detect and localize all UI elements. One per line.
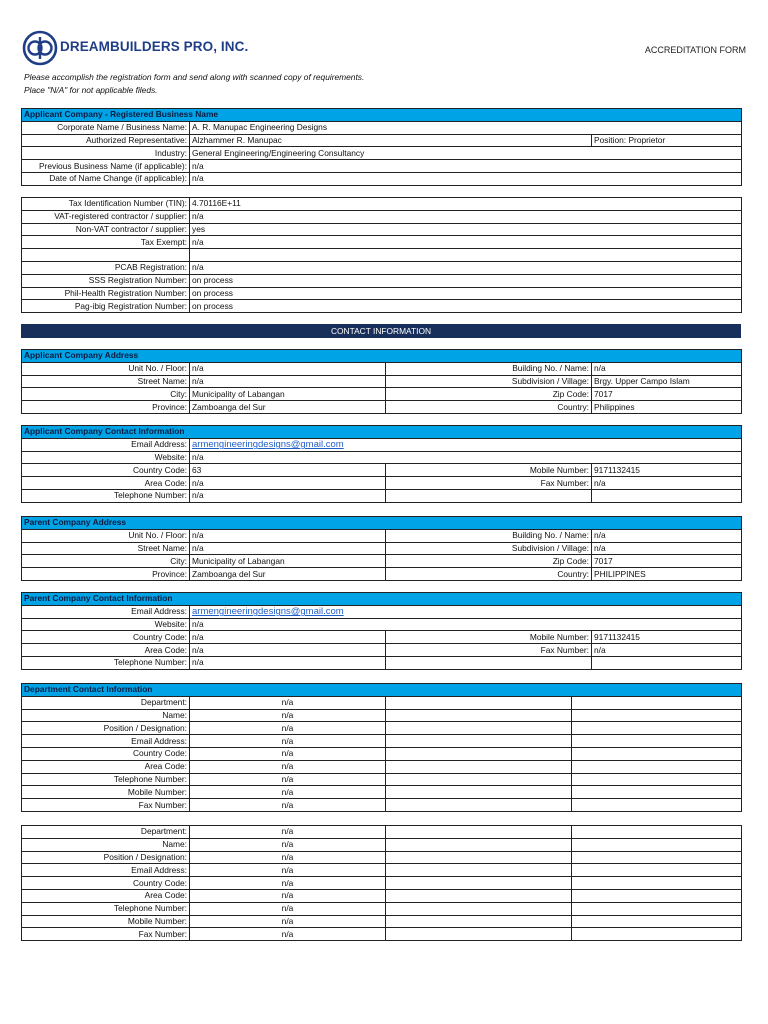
blank-cell[interactable] [386,864,572,877]
field-label: Website: [22,618,190,631]
field-value[interactable]: n/a [190,826,386,839]
field-value[interactable]: n/a [190,362,386,375]
table-row [22,489,742,502]
blank-cell [386,656,592,669]
field-value[interactable]: n/a [190,160,742,173]
blank-cell[interactable] [572,877,742,890]
field-label: Fax Number: [22,928,190,941]
blank-cell[interactable] [572,851,742,864]
blank-cell[interactable] [572,799,742,812]
field-label: Name: [22,838,190,851]
table-row [22,889,742,902]
table-row [22,826,742,839]
table-row [22,864,742,877]
field-label: Area Code: [22,644,190,657]
section-title: Applicant Company Address [22,350,742,363]
blank-cell[interactable] [386,696,572,709]
table-row [22,773,742,786]
field-label: Email Address: [22,605,190,618]
field-label: Area Code: [22,477,190,490]
field-value[interactable]: n/a [190,477,386,490]
table-row [22,388,742,401]
field-value[interactable]: n/a [190,451,742,464]
blank-cell[interactable] [386,902,572,915]
field-label: Street Name: [22,375,190,388]
applicant-contact-table [21,425,742,503]
field-label: Building No. / Name: [386,529,592,542]
table-row [22,261,742,274]
blank-cell[interactable] [572,889,742,902]
field-label: Area Code: [22,889,190,902]
dreambuilders-logo-icon [22,30,58,66]
blank-cell[interactable] [572,928,742,941]
field-label: Tax Exempt: [22,236,190,249]
table-row [22,134,742,147]
table-row [22,477,742,490]
table-row [22,236,742,249]
field-value[interactable]: Philippines [592,401,742,414]
field-value[interactable]: n/a [190,261,742,274]
section-title: Applicant Company - Registered Business Name [22,109,742,122]
field-label: Tax Identification Number (TIN): [22,198,190,211]
table-row [22,401,742,414]
table-row [22,877,742,890]
field-label: Previous Business Name (if applicable): [22,160,190,173]
section-title: Department Contact Information [22,684,742,697]
table-row [22,902,742,915]
table-row [22,799,742,812]
field-value[interactable]: Zamboanga del Sur [190,568,386,581]
section-title: Applicant Company Contact Information [22,426,742,439]
blank-cell[interactable] [386,773,572,786]
blank-cell[interactable] [386,928,572,941]
table-row [22,915,742,928]
parent-contact-table [21,592,742,670]
instructions [24,71,364,96]
registered-business-table [21,108,742,186]
field-value[interactable]: n/a [190,786,386,799]
field-label: Province: [22,401,190,414]
field-label: Mobile Number: [22,786,190,799]
table-row [22,362,742,375]
field-label: Industry: [22,147,190,160]
field-label: Subdivision / Village: [386,375,592,388]
table-row [22,375,742,388]
table-row [22,644,742,657]
field-value[interactable]: Brgy. Upper Campo Islam [592,375,742,388]
field-label: Mobile Number: [386,464,592,477]
department-contact-table-2 [21,825,742,941]
field-label: Non-VAT contractor / supplier: [22,223,190,236]
field-label: Country Code: [22,464,190,477]
position-value[interactable]: Position: Proprietor [592,134,742,147]
blank-cell[interactable] [386,760,572,773]
field-label: Country Code: [22,877,190,890]
field-label: Building No. / Name: [386,362,592,375]
blank-cell[interactable] [572,735,742,748]
blank-cell[interactable] [386,799,572,812]
table-row [22,160,742,173]
field-label: Unit No. / Floor: [22,529,190,542]
table-row [22,464,742,477]
field-value[interactable]: Municipality of Labangan [190,555,386,568]
field-value[interactable]: Zamboanga del Sur [190,401,386,414]
table-row [22,223,742,236]
table-row [22,735,742,748]
field-label: Department: [22,826,190,839]
field-value[interactable]: n/a [190,696,386,709]
field-value[interactable]: 63 [190,464,386,477]
field-value[interactable]: n/a [190,709,386,722]
blank-cell[interactable] [572,902,742,915]
field-label: Telephone Number: [22,773,190,786]
field-label: Zip Code: [386,555,592,568]
field-label: Email Address: [22,438,190,451]
table-row [22,451,742,464]
field-value[interactable]: n/a [190,489,386,502]
field-label: Phil-Health Registration Number: [22,287,190,300]
blank-row [22,249,742,262]
field-label: Country Code: [22,631,190,644]
field-label: City: [22,555,190,568]
instruction-line-2: Place "N/A" for not applicable fileds. [24,84,158,95]
field-label: Name: [22,709,190,722]
blank-cell[interactable] [386,786,572,799]
blank-cell [22,249,190,262]
field-label: Telephone Number: [22,656,190,669]
field-value[interactable]: n/a [190,542,386,555]
field-label: Country: [386,568,592,581]
table-row [22,287,742,300]
blank-cell [592,656,742,669]
table-row [22,838,742,851]
field-value[interactable]: n/a [190,851,386,864]
table-row [22,568,742,581]
field-value[interactable]: A. R. Manupac Engineering Designs [190,121,742,134]
email-link[interactable]: armengineeringdesigns@gmail.com [192,439,344,451]
table-row [22,121,742,134]
field-label: VAT-registered contractor / supplier: [22,210,190,223]
blank-cell[interactable] [386,735,572,748]
blank-cell[interactable] [386,889,572,902]
field-value[interactable]: n/a [190,656,386,669]
field-value[interactable]: n/a [190,722,386,735]
field-label: Email Address: [22,864,190,877]
field-value[interactable]: Municipality of Labangan [190,388,386,401]
table-row [22,198,742,211]
field-value[interactable]: n/a [190,747,386,760]
field-label: SSS Registration Number: [22,274,190,287]
field-label: Fax Number: [386,477,592,490]
table-row [22,605,742,618]
blank-cell [592,489,742,502]
field-value[interactable]: n/a [592,529,742,542]
field-label: Telephone Number: [22,489,190,502]
blank-cell[interactable] [386,877,572,890]
field-label: Province: [22,568,190,581]
field-value[interactable]: 7017 [592,388,742,401]
field-label: Fax Number: [22,799,190,812]
field-label: Fax Number: [386,644,592,657]
field-value[interactable]: General Engineering/Engineering Consultancy [190,147,742,160]
field-value[interactable]: n/a [190,928,386,941]
blank-cell[interactable] [386,826,572,839]
field-value[interactable]: 9171132415 [592,631,742,644]
form-title: ACCREDITATION FORM [644,45,746,55]
field-value[interactable]: n/a [190,760,386,773]
field-label: Street Name: [22,542,190,555]
section-title: Parent Company Address [22,517,742,530]
applicant-address-table [21,349,742,414]
table-row [22,542,742,555]
blank-cell[interactable] [386,915,572,928]
field-label: Date of Name Change (if applicable): [22,172,190,185]
field-label: Country: [386,401,592,414]
field-label: Country Code: [22,747,190,760]
table-row [22,300,742,313]
field-value[interactable]: 9171132415 [592,464,742,477]
blank-cell[interactable] [572,722,742,735]
table-row [22,696,742,709]
email-value [190,605,742,618]
field-label: Unit No. / Floor: [22,362,190,375]
field-value[interactable]: n/a [190,902,386,915]
table-row [22,631,742,644]
field-value[interactable]: on process [190,274,742,287]
field-value[interactable]: n/a [190,236,742,249]
table-row [22,786,742,799]
field-value[interactable]: n/a [190,864,386,877]
field-value[interactable]: n/a [190,838,386,851]
field-value[interactable]: n/a [592,362,742,375]
field-label: Mobile Number: [22,915,190,928]
field-label: City: [22,388,190,401]
field-value[interactable]: n/a [592,644,742,657]
field-value[interactable]: 7017 [592,555,742,568]
table-row [22,618,742,631]
table-row [22,555,742,568]
field-value[interactable]: n/a [592,477,742,490]
table-row [22,656,742,669]
table-row [22,851,742,864]
blank-cell[interactable] [572,696,742,709]
field-label: Mobile Number: [386,631,592,644]
field-label: Website: [22,451,190,464]
email-value [190,438,742,451]
field-value[interactable]: n/a [190,877,386,890]
blank-cell[interactable] [572,915,742,928]
field-value[interactable]: n/a [190,618,742,631]
field-value[interactable]: n/a [190,915,386,928]
table-row [22,172,742,185]
table-row [22,747,742,760]
field-value[interactable]: on process [190,300,742,313]
field-label: Zip Code: [386,388,592,401]
department-contact-table-1 [21,683,742,812]
table-row [22,147,742,160]
blank-cell[interactable] [572,747,742,760]
field-value[interactable]: n/a [190,375,386,388]
field-value[interactable]: n/a [190,529,386,542]
field-value[interactable]: 4.70116E+11 [190,198,742,211]
table-row [22,722,742,735]
field-value[interactable]: n/a [190,735,386,748]
blank-cell[interactable] [572,709,742,722]
blank-cell[interactable] [386,747,572,760]
table-row [22,210,742,223]
table-row [22,928,742,941]
field-value[interactable]: n/a [190,631,386,644]
field-value[interactable]: n/a [190,210,742,223]
field-label: Area Code: [22,760,190,773]
blank-cell[interactable] [386,709,572,722]
field-value[interactable]: n/a [190,889,386,902]
blank-cell [190,249,742,262]
field-value[interactable]: n/a [190,773,386,786]
field-label: Email Address: [22,735,190,748]
blank-cell[interactable] [572,838,742,851]
table-row [22,760,742,773]
field-value[interactable]: n/a [592,542,742,555]
contact-information-banner: CONTACT INFORMATION [21,324,741,338]
company-name: DREAMBUILDERS PRO, INC. [60,39,249,54]
field-label: Authorized Representative: [22,134,190,147]
blank-cell[interactable] [572,760,742,773]
table-row [22,709,742,722]
blank-cell[interactable] [572,826,742,839]
field-value[interactable]: n/a [190,644,386,657]
blank-cell[interactable] [386,722,572,735]
field-value[interactable]: n/a [190,172,742,185]
instruction-line-1: Please accomplish the registration form and send along with scanned copy of requirements. [24,72,365,82]
blank-cell[interactable] [572,786,742,799]
tax-registration-table [21,197,742,313]
field-value[interactable]: PHILIPPINES [592,568,742,581]
blank-cell[interactable] [386,851,572,864]
table-row [22,438,742,451]
section-title: Parent Company Contact Information [22,593,742,606]
field-value[interactable]: yes [190,223,742,236]
email-link[interactable]: armengineeringdesigns@gmail.com [192,606,344,618]
blank-cell[interactable] [572,773,742,786]
blank-cell[interactable] [572,864,742,877]
field-label: Telephone Number: [22,902,190,915]
field-label: Position / Designation: [22,851,190,864]
field-value[interactable]: on process [190,287,742,300]
field-value[interactable]: Alzhammer R. Manupac [190,134,592,147]
field-label: Department: [22,696,190,709]
blank-cell[interactable] [386,838,572,851]
field-label: Position / Designation: [22,722,190,735]
blank-cell [386,489,592,502]
parent-address-table [21,516,742,581]
table-row [22,529,742,542]
field-value[interactable]: n/a [190,799,386,812]
field-label: Corporate Name / Business Name: [22,121,190,134]
field-label: Subdivision / Village: [386,542,592,555]
table-row [22,274,742,287]
field-label: PCAB Registration: [22,261,190,274]
field-label: Pag-ibig Registration Number: [22,300,190,313]
